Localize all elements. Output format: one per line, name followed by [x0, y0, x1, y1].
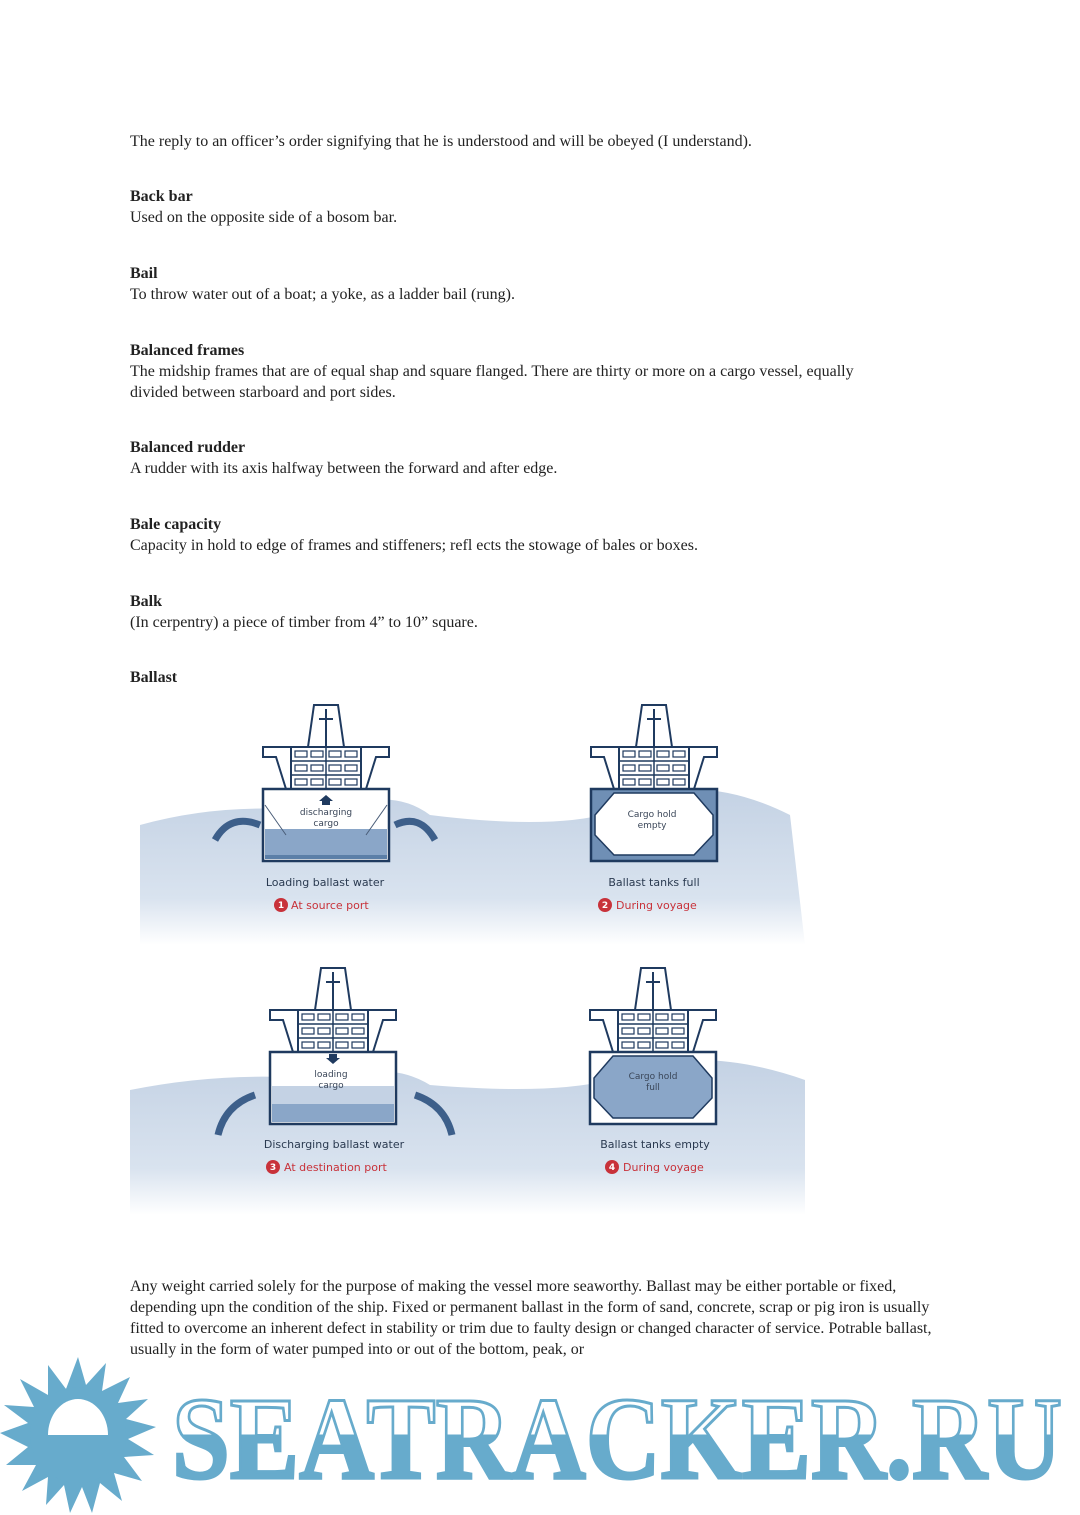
definition-balk: (In cerpentry) a piece of timber from 4” to 10” square. [130, 614, 478, 631]
panel-1-inner-1: discharging [299, 808, 353, 818]
panel-3-ship [270, 968, 396, 1124]
panel-4-stage: During voyage [623, 1161, 704, 1174]
watermark-text: SEATRACKER.RU [172, 1373, 1062, 1504]
panel-4-caption: Ballast tanks empty [600, 1138, 710, 1151]
term-bale-capacity: Bale capacity [130, 516, 222, 533]
definition-bale-capacity: Capacity in hold to edge of frames and stiffeners; refl ects the stowage of bales or boxes. [130, 537, 698, 554]
panel-4-number: 4 [608, 1163, 616, 1173]
panel-1-stage: At source port [291, 899, 369, 912]
panel-3-stage: At destination port [284, 1161, 387, 1174]
panel-4-inner-2: full [646, 1083, 660, 1093]
definition-bail: To throw water out of a boat; a yoke, as a ladder bail (rung). [130, 286, 515, 303]
panel-3-caption: Discharging ballast water [263, 1138, 405, 1151]
panel-2-stage: During voyage [616, 899, 697, 912]
panel-2-number: 2 [601, 901, 609, 911]
intro-paragraph: The reply to an officer’s order signifying that he is understood and will be obeyed (I understand). [130, 133, 752, 150]
panel-1-number: 1 [277, 901, 285, 911]
panel-2-caption: Ballast tanks full [608, 876, 700, 889]
definition-balanced-frames: The midship frames that are of equal shap and square flanged. There are thirty or more on a cargo vessel, equally divided between starboard and port sides. [130, 363, 854, 401]
panel-1-inner-2: cargo [313, 819, 339, 829]
panel-2-ship [591, 705, 717, 861]
ballast-definition: Any weight carried solely for the purpose of making the vessel more seaworthy. Ballast may be either portable or fixed, depending upn the condition of the ship. Fixed or permanent ballast in the form of sand, concrete, scrap or pig iron is usually fitted to overcome an inherent defect in stability or trim due to faulty design or changed character of service. Potrable ballast, usually in the form of water pumped into or out of the bottom, peak, or [130, 1278, 932, 1358]
term-ballast: Ballast [130, 669, 178, 686]
term-back-bar: Back bar [130, 188, 193, 205]
seatracker-watermark [0, 1355, 1080, 1515]
panel-2-inner-1: Cargo hold [627, 810, 677, 820]
panel-2-inner-2: empty [637, 821, 667, 831]
term-balanced-rudder: Balanced rudder [130, 439, 246, 456]
term-bail: Bail [130, 265, 158, 282]
panel-3-inner-2: cargo [318, 1081, 344, 1091]
panel-4-inner-1: Cargo hold [628, 1072, 678, 1082]
panel-1-ship [263, 705, 389, 861]
panel-3-inner-1: loading [314, 1070, 348, 1080]
definition-balanced-rudder: A rudder with its axis halfway between the forward and after edge. [130, 460, 558, 477]
sun-icon [0, 1357, 156, 1513]
panel-4-ship [590, 968, 716, 1124]
term-balk: Balk [130, 593, 163, 610]
ballast-water-diagram [130, 695, 810, 1220]
panel-3-number: 3 [269, 1163, 277, 1173]
term-balanced-frames: Balanced frames [130, 342, 245, 359]
panel-1-caption: Loading ballast water [265, 876, 385, 889]
definition-back-bar: Used on the opposite side of a bosom bar. [130, 209, 398, 226]
